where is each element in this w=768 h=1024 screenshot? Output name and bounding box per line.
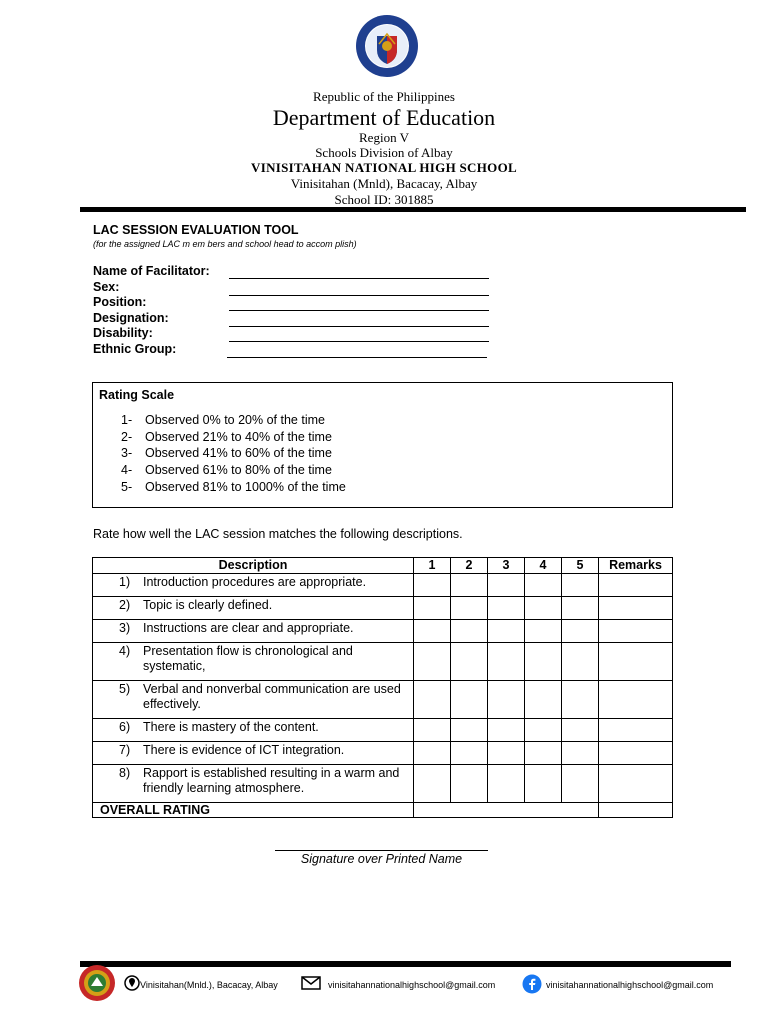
table-row	[93, 620, 673, 643]
remarks-cell[interactable]	[599, 742, 673, 765]
rating-cell[interactable]	[525, 643, 562, 681]
table-row	[93, 765, 673, 803]
item-text: Instructions are clear and appropriate.	[143, 621, 354, 635]
rating-cell[interactable]	[451, 765, 488, 803]
deped-seal-logo	[355, 14, 419, 78]
rating-cell[interactable]	[414, 742, 451, 765]
overall-remarks-cell[interactable]	[599, 803, 673, 818]
table-row	[93, 742, 673, 765]
signature-line[interactable]	[275, 850, 488, 851]
overall-rating-label: OVERALL RATING	[93, 803, 414, 818]
description-cell	[93, 681, 414, 719]
remarks-cell[interactable]	[599, 681, 673, 719]
rating-cell[interactable]	[562, 620, 599, 643]
rating-cell[interactable]	[414, 681, 451, 719]
remarks-cell[interactable]	[599, 765, 673, 803]
item-number: 7)	[119, 743, 131, 757]
rating-cell[interactable]	[414, 574, 451, 597]
rating-cell[interactable]	[562, 681, 599, 719]
mail-icon	[301, 976, 321, 990]
rating-cell[interactable]	[488, 742, 525, 765]
field-line-designation[interactable]	[229, 325, 489, 327]
remarks-cell[interactable]	[599, 719, 673, 742]
rating-cell[interactable]	[525, 765, 562, 803]
rating-cell[interactable]	[414, 765, 451, 803]
rating-cell[interactable]	[562, 765, 599, 803]
region-text: Region V	[359, 130, 409, 145]
scale-number: 2-	[121, 430, 133, 444]
field-label-ethnic-group: Ethnic Group:	[93, 342, 177, 356]
rating-cell[interactable]	[525, 620, 562, 643]
table-row	[93, 597, 673, 620]
rating-cell[interactable]	[525, 597, 562, 620]
remarks-cell[interactable]	[599, 597, 673, 620]
scale-text: Observed 21% to 40% of the time	[145, 430, 332, 444]
scale-number: 5-	[121, 480, 133, 494]
footer-email[interactable]: vinisitahannationalhighschool@gmail.com	[328, 980, 496, 990]
scale-number: 3-	[121, 446, 133, 460]
item-number: 5)	[119, 682, 131, 696]
scale-number: 4-	[121, 463, 133, 477]
description-cell	[93, 643, 414, 681]
scale-item	[121, 463, 332, 477]
school-id: School ID: 301885	[334, 192, 434, 207]
header-divider	[80, 207, 746, 212]
rating-cell[interactable]	[488, 574, 525, 597]
rating-cell[interactable]	[488, 620, 525, 643]
rating-cell[interactable]	[488, 681, 525, 719]
description-cell	[93, 742, 414, 765]
header-remarks: Remarks	[599, 558, 673, 574]
facebook-icon[interactable]	[522, 974, 542, 994]
scale-item	[121, 430, 332, 444]
item-text: There is mastery of the content.	[143, 720, 319, 734]
item-text: Rapport is established resulting in a warm and friendly learning atmosphere.	[143, 766, 400, 795]
item-number: 3)	[119, 621, 131, 635]
header-rating-5: 5	[562, 558, 599, 574]
item-text: Topic is clearly defined.	[143, 598, 273, 612]
rating-cell[interactable]	[488, 719, 525, 742]
footer-location: Vinisitahan(Mnld.), Bacacay, Albay	[140, 980, 278, 990]
item-text: Presentation flow is chronological and systematic,	[143, 644, 353, 673]
table-row	[93, 681, 673, 719]
remarks-cell[interactable]	[599, 620, 673, 643]
rating-cell[interactable]	[414, 620, 451, 643]
scale-text: Observed 0% to 20% of the time	[145, 413, 325, 427]
field-label-sex: Sex:	[93, 280, 120, 294]
field-label-designation: Designation:	[93, 311, 169, 325]
remarks-cell[interactable]	[599, 643, 673, 681]
description-cell	[93, 574, 414, 597]
rating-scale-title: Rating Scale	[99, 388, 175, 402]
header-rating-1: 1	[414, 558, 451, 574]
field-label-position: Position:	[93, 295, 147, 309]
scale-text: Observed 41% to 60% of the time	[145, 446, 332, 460]
school-logo	[78, 964, 116, 1002]
rating-cell[interactable]	[414, 643, 451, 681]
rating-cell[interactable]	[525, 719, 562, 742]
rating-cell[interactable]	[451, 719, 488, 742]
scale-text: Observed 81% to 1000% of the time	[145, 480, 346, 494]
form-title: LAC SESSION EVALUATION TOOL	[93, 223, 299, 237]
rating-cell[interactable]	[451, 681, 488, 719]
rating-cell[interactable]	[488, 765, 525, 803]
description-cell	[93, 620, 414, 643]
overall-rating-cell[interactable]	[414, 803, 599, 818]
description-cell	[93, 597, 414, 620]
rating-cell[interactable]	[525, 681, 562, 719]
field-label-disability: Disability:	[93, 326, 153, 340]
table-row	[93, 643, 673, 681]
field-label-facilitator: Name of Facilitator:	[93, 264, 210, 278]
evaluation-table	[92, 557, 673, 818]
rating-cell[interactable]	[451, 620, 488, 643]
scale-item	[121, 480, 346, 494]
school-address: Vinisitahan (Mnld), Bacacay, Albay	[290, 176, 478, 191]
signature-label: Signature over Printed Name	[300, 852, 463, 866]
rating-cell[interactable]	[414, 719, 451, 742]
item-text: Introduction procedures are appropriate.	[143, 575, 367, 589]
rating-cell[interactable]	[451, 643, 488, 681]
rating-cell[interactable]	[451, 742, 488, 765]
rating-cell[interactable]	[488, 643, 525, 681]
republic-text: Republic of the Philippines	[313, 89, 455, 104]
department-title: Department of Education	[272, 105, 496, 130]
table-row	[93, 574, 673, 597]
field-line-disability[interactable]	[229, 340, 489, 342]
item-text: Verbal and nonverbal communication are used effectively.	[143, 682, 401, 711]
item-text: There is evidence of ICT integration.	[143, 743, 345, 757]
item-number: 6)	[119, 720, 131, 734]
footer-facebook[interactable]: vinisitahannationalhighschool@gmail.com	[546, 980, 714, 990]
item-number: 4)	[119, 644, 131, 658]
table-header-row	[93, 558, 673, 574]
rating-cell[interactable]	[562, 742, 599, 765]
scale-text: Observed 61% to 80% of the time	[145, 463, 332, 477]
scale-item	[121, 413, 325, 427]
header-description: Description	[93, 558, 414, 574]
header-rating-3: 3	[488, 558, 525, 574]
description-cell	[93, 719, 414, 742]
header-rating-4: 4	[525, 558, 562, 574]
rating-cell[interactable]	[562, 597, 599, 620]
field-line-ethnic-group[interactable]	[227, 356, 487, 358]
rating-cell[interactable]	[451, 574, 488, 597]
footer-divider	[80, 961, 731, 967]
form-subtitle: (for the assigned LAC m em bers and school head to accom plish)	[93, 239, 357, 249]
field-line-facilitator[interactable]	[229, 277, 489, 279]
item-number: 1)	[119, 575, 131, 589]
rating-cell[interactable]	[488, 597, 525, 620]
field-line-position[interactable]	[229, 309, 489, 311]
table-row	[93, 719, 673, 742]
rating-cell[interactable]	[562, 643, 599, 681]
item-number: 2)	[119, 598, 131, 612]
school-name: VINISITAHAN NATIONAL HIGH SCHOOL	[251, 160, 517, 175]
header-rating-2: 2	[451, 558, 488, 574]
item-number: 8)	[119, 766, 131, 780]
rating-cell[interactable]	[414, 597, 451, 620]
scale-number: 1-	[121, 413, 133, 427]
rating-cell[interactable]	[562, 574, 599, 597]
division-text: Schools Division of Albay	[315, 145, 453, 160]
rating-cell[interactable]	[562, 719, 599, 742]
overall-rating-row	[93, 803, 673, 818]
location-pin-icon	[124, 975, 140, 991]
rating-cell[interactable]	[525, 742, 562, 765]
description-cell	[93, 765, 414, 803]
rating-cell[interactable]	[525, 574, 562, 597]
instruction-text: Rate how well the LAC session matches the following descriptions.	[93, 527, 463, 541]
scale-item	[121, 446, 332, 460]
field-line-sex[interactable]	[229, 294, 489, 296]
rating-cell[interactable]	[451, 597, 488, 620]
remarks-cell[interactable]	[599, 574, 673, 597]
